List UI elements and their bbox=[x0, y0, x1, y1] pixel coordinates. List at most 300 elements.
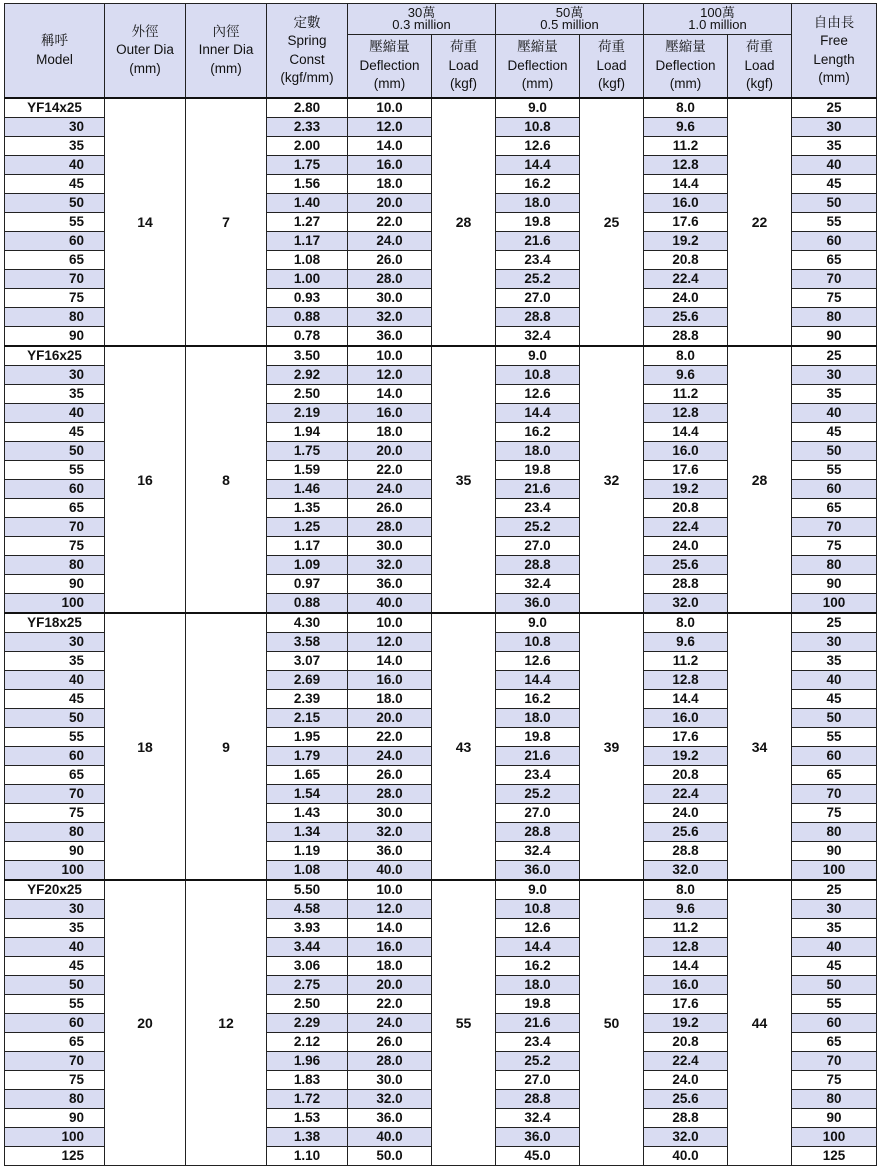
model-cell: YF14x25 bbox=[5, 98, 105, 118]
free-length-cell: 70 bbox=[792, 270, 877, 289]
free-length-cell: 90 bbox=[792, 327, 877, 347]
model-cell: 55 bbox=[5, 728, 105, 747]
free-length-cell: 45 bbox=[792, 423, 877, 442]
deflection-30-cell: 18.0 bbox=[348, 957, 432, 976]
deflection-30-cell: 12.0 bbox=[348, 366, 432, 385]
free-length-cell: 25 bbox=[792, 98, 877, 118]
free-length-cell: 30 bbox=[792, 118, 877, 137]
spring-const-cell: 1.83 bbox=[267, 1071, 348, 1090]
load-100-cell: 28 bbox=[728, 346, 792, 613]
deflection-50-cell: 28.8 bbox=[496, 823, 580, 842]
free-length-cell: 60 bbox=[792, 1014, 877, 1033]
model-cell: 70 bbox=[5, 1052, 105, 1071]
deflection-100-cell: 17.6 bbox=[644, 461, 728, 480]
spring-const-cell: 1.59 bbox=[267, 461, 348, 480]
deflection-30-cell: 14.0 bbox=[348, 652, 432, 671]
model-cell: 60 bbox=[5, 1014, 105, 1033]
deflection-30-cell: 12.0 bbox=[348, 900, 432, 919]
spring-const-cell: 1.53 bbox=[267, 1109, 348, 1128]
spring-const-cell: 1.75 bbox=[267, 156, 348, 175]
deflection-100-cell: 24.0 bbox=[644, 289, 728, 308]
free-length-cell: 50 bbox=[792, 709, 877, 728]
header-g3-zh: 100萬 bbox=[700, 5, 735, 20]
deflection-30-cell: 20.0 bbox=[348, 976, 432, 995]
deflection-100-cell: 12.8 bbox=[644, 404, 728, 423]
spring-const-cell: 1.17 bbox=[267, 232, 348, 251]
model-cell: 50 bbox=[5, 709, 105, 728]
header-group-100 bbox=[644, 4, 792, 35]
deflection-100-cell: 19.2 bbox=[644, 480, 728, 499]
spring-spec-sheet bbox=[4, 3, 877, 1166]
deflection-100-cell: 24.0 bbox=[644, 537, 728, 556]
model-cell: 65 bbox=[5, 766, 105, 785]
model-cell: 65 bbox=[5, 1033, 105, 1052]
header-outer-unit: (mm) bbox=[129, 60, 161, 76]
free-length-cell: 90 bbox=[792, 1109, 877, 1128]
deflection-50-cell: 23.4 bbox=[496, 499, 580, 518]
load-100-cell: 22 bbox=[728, 98, 792, 346]
deflection-50-cell: 10.8 bbox=[496, 118, 580, 137]
spring-const-cell: 1.19 bbox=[267, 842, 348, 861]
header-model-en: Model bbox=[36, 51, 73, 67]
free-length-cell: 80 bbox=[792, 556, 877, 575]
spring-const-cell: 1.00 bbox=[267, 270, 348, 289]
deflection-50-cell: 14.4 bbox=[496, 404, 580, 423]
free-length-cell: 60 bbox=[792, 480, 877, 499]
deflection-100-cell: 22.4 bbox=[644, 785, 728, 804]
spring-const-cell: 1.10 bbox=[267, 1147, 348, 1166]
header-load-en: Load bbox=[448, 57, 479, 73]
deflection-30-cell: 30.0 bbox=[348, 1071, 432, 1090]
header-defl-en: Deflection bbox=[507, 57, 568, 73]
deflection-50-cell: 32.4 bbox=[496, 327, 580, 347]
spring-const-cell: 1.43 bbox=[267, 804, 348, 823]
model-cell: 60 bbox=[5, 747, 105, 766]
model-cell: YF18x25 bbox=[5, 613, 105, 633]
free-length-cell: 75 bbox=[792, 289, 877, 308]
free-length-cell: 80 bbox=[792, 308, 877, 327]
free-length-cell: 25 bbox=[792, 346, 877, 366]
spring-const-cell: 1.17 bbox=[267, 537, 348, 556]
deflection-50-cell: 27.0 bbox=[496, 804, 580, 823]
deflection-100-cell: 9.6 bbox=[644, 118, 728, 137]
spring-const-cell: 3.50 bbox=[267, 346, 348, 366]
header-defl-unit: (mm) bbox=[669, 76, 702, 92]
deflection-50-cell: 25.2 bbox=[496, 785, 580, 804]
free-length-cell: 45 bbox=[792, 957, 877, 976]
deflection-100-cell: 16.0 bbox=[644, 976, 728, 995]
spring-const-cell: 1.34 bbox=[267, 823, 348, 842]
free-length-cell: 40 bbox=[792, 938, 877, 957]
spring-const-cell: 2.80 bbox=[267, 98, 348, 118]
spring-const-cell: 1.72 bbox=[267, 1090, 348, 1109]
spring-const-cell: 2.19 bbox=[267, 404, 348, 423]
deflection-30-cell: 30.0 bbox=[348, 537, 432, 556]
header-free-zh: 自由長 bbox=[813, 14, 855, 30]
deflection-100-cell: 16.0 bbox=[644, 194, 728, 213]
deflection-50-cell: 36.0 bbox=[496, 1128, 580, 1147]
deflection-100-cell: 8.0 bbox=[644, 613, 728, 633]
deflection-50-cell: 14.4 bbox=[496, 938, 580, 957]
deflection-50-cell: 10.8 bbox=[496, 366, 580, 385]
model-cell: 90 bbox=[5, 842, 105, 861]
spring-const-cell: 2.29 bbox=[267, 1014, 348, 1033]
deflection-100-cell: 14.4 bbox=[644, 957, 728, 976]
deflection-30-cell: 10.0 bbox=[348, 613, 432, 633]
free-length-cell: 50 bbox=[792, 194, 877, 213]
deflection-30-cell: 14.0 bbox=[348, 919, 432, 938]
header-group-50 bbox=[496, 4, 644, 35]
deflection-50-cell: 21.6 bbox=[496, 747, 580, 766]
header-g2-en: 0.5 million bbox=[540, 17, 599, 32]
header-deflection-100 bbox=[644, 35, 728, 99]
free-length-cell: 75 bbox=[792, 804, 877, 823]
deflection-50-cell: 14.4 bbox=[496, 156, 580, 175]
spring-const-cell: 2.50 bbox=[267, 995, 348, 1014]
free-length-cell: 75 bbox=[792, 1071, 877, 1090]
header-group-30 bbox=[348, 4, 496, 35]
deflection-30-cell: 24.0 bbox=[348, 747, 432, 766]
free-length-cell: 40 bbox=[792, 404, 877, 423]
free-length-cell: 50 bbox=[792, 442, 877, 461]
deflection-50-cell: 36.0 bbox=[496, 861, 580, 881]
deflection-100-cell: 8.0 bbox=[644, 98, 728, 118]
deflection-30-cell: 50.0 bbox=[348, 1147, 432, 1166]
model-cell: 35 bbox=[5, 652, 105, 671]
free-length-cell: 55 bbox=[792, 728, 877, 747]
model-cell: 30 bbox=[5, 633, 105, 652]
table-row bbox=[5, 98, 877, 118]
deflection-50-cell: 27.0 bbox=[496, 537, 580, 556]
model-cell: 45 bbox=[5, 423, 105, 442]
free-length-cell: 55 bbox=[792, 461, 877, 480]
deflection-50-cell: 45.0 bbox=[496, 1147, 580, 1166]
free-length-cell: 35 bbox=[792, 652, 877, 671]
spring-const-cell: 1.40 bbox=[267, 194, 348, 213]
load-50-cell: 32 bbox=[580, 346, 644, 613]
model-cell: 40 bbox=[5, 156, 105, 175]
deflection-50-cell: 19.8 bbox=[496, 995, 580, 1014]
deflection-50-cell: 10.8 bbox=[496, 633, 580, 652]
model-cell: 125 bbox=[5, 1147, 105, 1166]
header-g1-en: 0.3 million bbox=[392, 17, 451, 32]
load-50-cell: 25 bbox=[580, 98, 644, 346]
header-model-zh: 稱呼 bbox=[41, 33, 68, 48]
deflection-100-cell: 25.6 bbox=[644, 1090, 728, 1109]
header-const-unit: (kgf/mm) bbox=[280, 70, 334, 85]
deflection-30-cell: 24.0 bbox=[348, 1014, 432, 1033]
spring-const-cell: 1.38 bbox=[267, 1128, 348, 1147]
deflection-50-cell: 27.0 bbox=[496, 1071, 580, 1090]
header-load-30 bbox=[432, 35, 496, 99]
load-30-cell: 28 bbox=[432, 98, 496, 346]
deflection-50-cell: 28.8 bbox=[496, 556, 580, 575]
deflection-30-cell: 16.0 bbox=[348, 404, 432, 423]
model-cell: 75 bbox=[5, 804, 105, 823]
deflection-50-cell: 10.8 bbox=[496, 900, 580, 919]
spring-const-cell: 2.75 bbox=[267, 976, 348, 995]
model-cell: 60 bbox=[5, 480, 105, 499]
deflection-30-cell: 40.0 bbox=[348, 594, 432, 614]
free-length-cell: 70 bbox=[792, 1052, 877, 1071]
spring-const-cell: 2.00 bbox=[267, 137, 348, 156]
deflection-50-cell: 9.0 bbox=[496, 613, 580, 633]
inner-dia-cell: 8 bbox=[186, 346, 267, 613]
free-length-cell: 30 bbox=[792, 366, 877, 385]
header-load-zh: 荷重 bbox=[450, 39, 477, 55]
header-free-length bbox=[792, 4, 877, 99]
table-body bbox=[5, 98, 877, 1166]
model-cell: 55 bbox=[5, 213, 105, 232]
spring-const-cell: 1.09 bbox=[267, 556, 348, 575]
deflection-50-cell: 23.4 bbox=[496, 1033, 580, 1052]
load-30-cell: 55 bbox=[432, 880, 496, 1166]
header-inner-en: Inner Dia bbox=[198, 42, 254, 58]
header-free-unit: (mm) bbox=[818, 70, 850, 85]
free-length-cell: 45 bbox=[792, 175, 877, 194]
spring-const-cell: 1.54 bbox=[267, 785, 348, 804]
deflection-100-cell: 8.0 bbox=[644, 880, 728, 900]
table-row bbox=[5, 346, 877, 366]
deflection-50-cell: 25.2 bbox=[496, 518, 580, 537]
deflection-100-cell: 28.8 bbox=[644, 327, 728, 347]
deflection-100-cell: 32.0 bbox=[644, 861, 728, 881]
spring-const-cell: 2.39 bbox=[267, 690, 348, 709]
deflection-30-cell: 36.0 bbox=[348, 1109, 432, 1128]
model-cell: 70 bbox=[5, 270, 105, 289]
deflection-30-cell: 26.0 bbox=[348, 499, 432, 518]
spring-const-cell: 1.79 bbox=[267, 747, 348, 766]
header-defl-zh: 壓縮量 bbox=[517, 39, 558, 55]
deflection-50-cell: 12.6 bbox=[496, 652, 580, 671]
deflection-100-cell: 11.2 bbox=[644, 137, 728, 156]
header-const-en2: Const bbox=[289, 51, 325, 67]
header-load-100 bbox=[728, 35, 792, 99]
deflection-100-cell: 32.0 bbox=[644, 594, 728, 614]
deflection-100-cell: 14.4 bbox=[644, 175, 728, 194]
model-cell: 40 bbox=[5, 938, 105, 957]
free-length-cell: 30 bbox=[792, 633, 877, 652]
deflection-30-cell: 18.0 bbox=[348, 690, 432, 709]
deflection-100-cell: 40.0 bbox=[644, 1147, 728, 1166]
deflection-50-cell: 28.8 bbox=[496, 308, 580, 327]
header-free-en1: Free bbox=[820, 33, 848, 48]
deflection-30-cell: 40.0 bbox=[348, 861, 432, 881]
model-cell: 80 bbox=[5, 308, 105, 327]
free-length-cell: 25 bbox=[792, 880, 877, 900]
header-outer-zh: 外徑 bbox=[131, 23, 159, 39]
header-deflection-30 bbox=[348, 35, 432, 99]
spring-const-cell: 2.15 bbox=[267, 709, 348, 728]
spring-const-cell: 4.30 bbox=[267, 613, 348, 633]
header-deflection-50 bbox=[496, 35, 580, 99]
deflection-50-cell: 27.0 bbox=[496, 289, 580, 308]
deflection-100-cell: 14.4 bbox=[644, 690, 728, 709]
deflection-100-cell: 17.6 bbox=[644, 213, 728, 232]
free-length-cell: 25 bbox=[792, 613, 877, 633]
deflection-50-cell: 23.4 bbox=[496, 766, 580, 785]
free-length-cell: 65 bbox=[792, 1033, 877, 1052]
deflection-50-cell: 32.4 bbox=[496, 575, 580, 594]
deflection-100-cell: 12.8 bbox=[644, 938, 728, 957]
deflection-50-cell: 12.6 bbox=[496, 137, 580, 156]
model-cell: 35 bbox=[5, 919, 105, 938]
deflection-100-cell: 17.6 bbox=[644, 995, 728, 1014]
model-cell: 90 bbox=[5, 327, 105, 347]
model-cell: 65 bbox=[5, 251, 105, 270]
model-cell: YF16x25 bbox=[5, 346, 105, 366]
spring-const-cell: 1.27 bbox=[267, 213, 348, 232]
inner-dia-cell: 9 bbox=[186, 613, 267, 880]
header-g2-zh: 50萬 bbox=[555, 5, 584, 20]
deflection-50-cell: 32.4 bbox=[496, 842, 580, 861]
load-100-cell: 44 bbox=[728, 880, 792, 1166]
deflection-30-cell: 10.0 bbox=[348, 98, 432, 118]
deflection-50-cell: 12.6 bbox=[496, 385, 580, 404]
header-load-unit: (kgf) bbox=[598, 76, 625, 92]
outer-dia-cell: 18 bbox=[105, 613, 186, 880]
deflection-50-cell: 9.0 bbox=[496, 98, 580, 118]
deflection-100-cell: 32.0 bbox=[644, 1128, 728, 1147]
header-load-zh: 荷重 bbox=[746, 39, 773, 55]
deflection-50-cell: 9.0 bbox=[496, 346, 580, 366]
deflection-30-cell: 20.0 bbox=[348, 442, 432, 461]
deflection-50-cell: 12.6 bbox=[496, 919, 580, 938]
header-outer-dia bbox=[105, 4, 186, 99]
deflection-50-cell: 18.0 bbox=[496, 442, 580, 461]
deflection-50-cell: 16.2 bbox=[496, 957, 580, 976]
model-cell: 45 bbox=[5, 690, 105, 709]
spring-const-cell: 2.12 bbox=[267, 1033, 348, 1052]
model-cell: 30 bbox=[5, 900, 105, 919]
deflection-50-cell: 18.0 bbox=[496, 709, 580, 728]
free-length-cell: 70 bbox=[792, 785, 877, 804]
header-load-zh: 荷重 bbox=[598, 39, 625, 55]
model-cell: 45 bbox=[5, 957, 105, 976]
free-length-cell: 35 bbox=[792, 919, 877, 938]
model-cell: 90 bbox=[5, 1109, 105, 1128]
deflection-30-cell: 32.0 bbox=[348, 556, 432, 575]
free-length-cell: 60 bbox=[792, 232, 877, 251]
deflection-30-cell: 32.0 bbox=[348, 823, 432, 842]
deflection-100-cell: 22.4 bbox=[644, 1052, 728, 1071]
deflection-30-cell: 20.0 bbox=[348, 194, 432, 213]
deflection-50-cell: 21.6 bbox=[496, 1014, 580, 1033]
deflection-100-cell: 20.8 bbox=[644, 499, 728, 518]
deflection-100-cell: 28.8 bbox=[644, 842, 728, 861]
free-length-cell: 30 bbox=[792, 900, 877, 919]
spring-const-cell: 1.08 bbox=[267, 251, 348, 270]
load-50-cell: 50 bbox=[580, 880, 644, 1166]
spring-const-cell: 2.33 bbox=[267, 118, 348, 137]
deflection-30-cell: 24.0 bbox=[348, 480, 432, 499]
spring-const-cell: 1.35 bbox=[267, 499, 348, 518]
load-30-cell: 43 bbox=[432, 613, 496, 880]
header-defl-zh: 壓縮量 bbox=[369, 39, 410, 55]
header-free-en2: Length bbox=[813, 51, 855, 67]
table-header bbox=[5, 4, 877, 99]
model-cell: 35 bbox=[5, 385, 105, 404]
model-cell: 80 bbox=[5, 823, 105, 842]
header-load-unit: (kgf) bbox=[746, 76, 773, 92]
model-cell: 55 bbox=[5, 461, 105, 480]
deflection-100-cell: 12.8 bbox=[644, 671, 728, 690]
deflection-50-cell: 28.8 bbox=[496, 1090, 580, 1109]
spring-const-cell: 3.93 bbox=[267, 919, 348, 938]
free-length-cell: 55 bbox=[792, 995, 877, 1014]
header-defl-unit: (mm) bbox=[521, 76, 554, 92]
free-length-cell: 65 bbox=[792, 766, 877, 785]
model-cell: 75 bbox=[5, 289, 105, 308]
spring-const-cell: 1.46 bbox=[267, 480, 348, 499]
model-cell: 100 bbox=[5, 861, 105, 881]
header-defl-zh: 壓縮量 bbox=[665, 39, 706, 55]
deflection-50-cell: 21.6 bbox=[496, 480, 580, 499]
deflection-100-cell: 19.2 bbox=[644, 1014, 728, 1033]
deflection-50-cell: 25.2 bbox=[496, 1052, 580, 1071]
inner-dia-cell: 7 bbox=[186, 98, 267, 346]
spring-spec-table bbox=[4, 3, 877, 1166]
header-inner-zh: 內徑 bbox=[212, 23, 240, 39]
spring-const-cell: 3.07 bbox=[267, 652, 348, 671]
header-load-en: Load bbox=[744, 57, 775, 73]
free-length-cell: 40 bbox=[792, 671, 877, 690]
header-defl-unit: (mm) bbox=[373, 76, 406, 92]
deflection-30-cell: 22.0 bbox=[348, 461, 432, 480]
deflection-100-cell: 9.6 bbox=[644, 633, 728, 652]
header-load-unit: (kgf) bbox=[450, 76, 477, 92]
free-length-cell: 70 bbox=[792, 518, 877, 537]
model-cell: 100 bbox=[5, 594, 105, 614]
spring-const-cell: 2.69 bbox=[267, 671, 348, 690]
deflection-100-cell: 16.0 bbox=[644, 709, 728, 728]
spring-const-cell: 2.92 bbox=[267, 366, 348, 385]
deflection-100-cell: 17.6 bbox=[644, 728, 728, 747]
header-outer-en: Outer Dia bbox=[116, 42, 174, 58]
deflection-50-cell: 9.0 bbox=[496, 880, 580, 900]
spring-const-cell: 3.44 bbox=[267, 938, 348, 957]
deflection-30-cell: 36.0 bbox=[348, 842, 432, 861]
spring-const-cell: 0.88 bbox=[267, 594, 348, 614]
free-length-cell: 90 bbox=[792, 575, 877, 594]
deflection-50-cell: 21.6 bbox=[496, 232, 580, 251]
load-100-cell: 34 bbox=[728, 613, 792, 880]
model-cell: 70 bbox=[5, 785, 105, 804]
model-cell: 90 bbox=[5, 575, 105, 594]
model-cell: 30 bbox=[5, 118, 105, 137]
deflection-100-cell: 28.8 bbox=[644, 1109, 728, 1128]
free-length-cell: 60 bbox=[792, 747, 877, 766]
deflection-30-cell: 22.0 bbox=[348, 728, 432, 747]
model-cell: 65 bbox=[5, 499, 105, 518]
header-inner-dia bbox=[186, 4, 267, 99]
free-length-cell: 65 bbox=[792, 251, 877, 270]
deflection-50-cell: 18.0 bbox=[496, 194, 580, 213]
deflection-50-cell: 19.8 bbox=[496, 213, 580, 232]
deflection-30-cell: 28.0 bbox=[348, 1052, 432, 1071]
deflection-50-cell: 19.8 bbox=[496, 728, 580, 747]
spring-const-cell: 4.58 bbox=[267, 900, 348, 919]
outer-dia-cell: 16 bbox=[105, 346, 186, 613]
model-cell: 60 bbox=[5, 232, 105, 251]
outer-dia-cell: 20 bbox=[105, 880, 186, 1166]
spring-const-cell: 2.50 bbox=[267, 385, 348, 404]
header-load-en: Load bbox=[596, 57, 627, 73]
free-length-cell: 45 bbox=[792, 690, 877, 709]
free-length-cell: 100 bbox=[792, 594, 877, 614]
spring-const-cell: 1.65 bbox=[267, 766, 348, 785]
inner-dia-cell: 12 bbox=[186, 880, 267, 1166]
